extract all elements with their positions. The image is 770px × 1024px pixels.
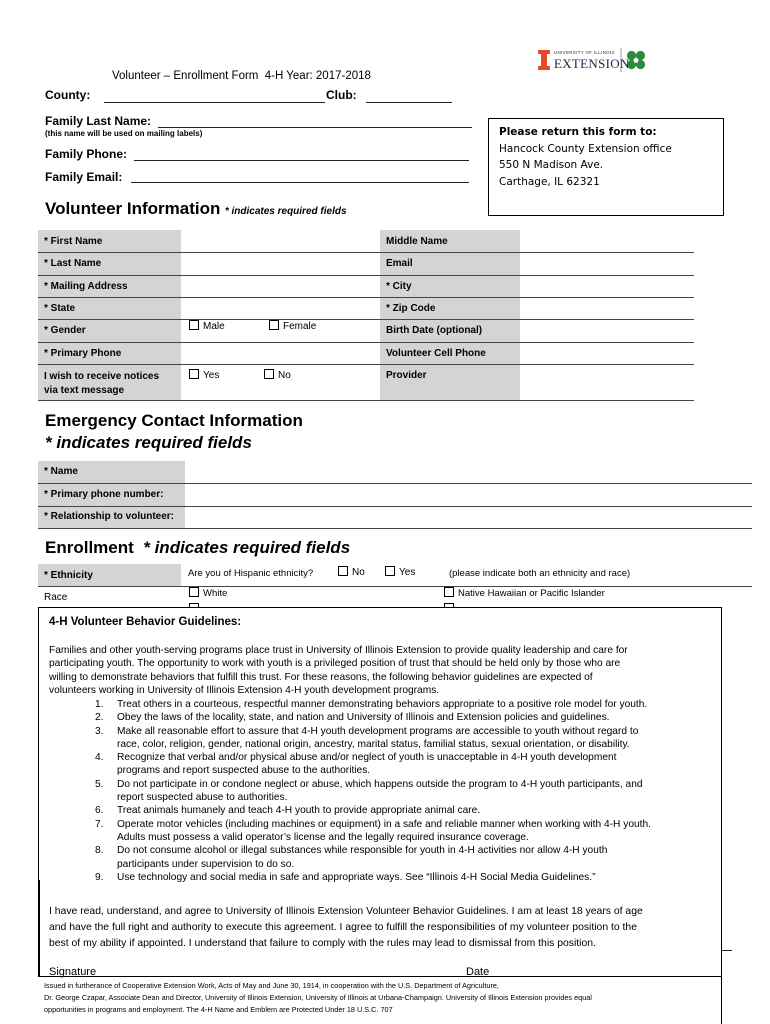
family-phone-field[interactable]: [134, 160, 469, 161]
email-field[interactable]: [520, 253, 694, 275]
guideline-number: 2.: [95, 712, 104, 724]
emergency-phone-field[interactable]: [185, 484, 752, 506]
return-address-box: [488, 118, 724, 216]
female-label: Female: [283, 321, 317, 332]
club-label: Club:: [326, 88, 357, 102]
guideline-number: 3.: [95, 725, 104, 737]
middle-name-field[interactable]: [520, 230, 694, 252]
guidelines-intro-4: volunteers working in University of Illinois Extension 4-H youth development programs.: [49, 684, 440, 696]
guideline-text: Treat others in a courteous, respectful manner demonstrating behaviors appropriate to a positive role model for youth.: [117, 699, 648, 710]
guideline-number: 1.: [95, 699, 104, 710]
guidelines-title: 4-H Volunteer Behavior Guidelines:: [49, 616, 242, 628]
zip-code-label: * Zip Code: [386, 303, 436, 314]
birth-date-label: Birth Date (optional): [386, 325, 483, 336]
emergency-relationship-label: * Relationship to volunteer:: [44, 511, 175, 522]
text-notices-line2: via text message: [44, 385, 125, 396]
volunteer-heading-text: Volunteer Information: [45, 199, 221, 218]
form-title-text: Volunteer – Enrollment Form: [112, 70, 259, 82]
guidelines-intro-1: Families and other youth-serving programs place trust in University of Illinois Extension to provide quality leadership and care for: [49, 645, 628, 656]
return-box-line3: Carthage, IL 62321: [499, 175, 600, 188]
zip-code-field[interactable]: [520, 298, 694, 319]
primary-phone-label: * Primary Phone: [44, 348, 122, 359]
guideline-text: Do not participate in or condone neglect or abuse, which happens outside the program to 4-H youth participants, and: [117, 778, 643, 790]
race-native-hawaiian-option[interactable]: [444, 587, 605, 599]
form-title: [112, 70, 371, 82]
guideline-number: 7.: [95, 818, 104, 830]
city-label: * City: [386, 281, 412, 292]
hispanic-no-checkbox[interactable]: [338, 566, 348, 576]
enrollment-heading: [45, 538, 350, 558]
family-email-field[interactable]: [131, 182, 469, 183]
guidelines-intro-2: participating youth. The opportunity to work with youth is a privileged position of trust that should be held only by those who are: [49, 658, 621, 670]
club-field[interactable]: [366, 102, 452, 103]
race-label: Race: [44, 592, 68, 603]
family-last-name-label: Family Last Name:: [45, 114, 152, 128]
right-margin-mark: [722, 950, 732, 951]
guidelines-intro-3: willing to demonstrate behaviors that fulfill this trust. For these reasons, the following behavior guidelines are expected of: [49, 671, 593, 683]
footer-line3: opportunities in programs and employment. The 4-H Name and Emblem are Protected Under 18 U.S.C. 707: [44, 1005, 393, 1014]
footer-right-edge: [721, 977, 722, 1024]
signature-field[interactable]: [110, 964, 450, 976]
text-notices-line1: I wish to receive notices: [44, 371, 160, 382]
last-name-label: * Last Name: [44, 258, 102, 269]
male-checkbox[interactable]: [189, 320, 199, 330]
return-box-title: Please return this form to:: [499, 126, 657, 138]
race-white-option[interactable]: [189, 587, 227, 599]
hispanic-no-option[interactable]: [338, 566, 365, 578]
state-label: * State: [44, 303, 76, 314]
emergency-required-note: * indicates required fields: [45, 433, 252, 452]
family-phone-label: Family Phone:: [45, 147, 128, 161]
text-notices-label: [44, 370, 159, 398]
white-label: White: [203, 588, 228, 599]
middle-name-label: Middle Name: [386, 236, 448, 247]
extension-logo: [536, 46, 656, 74]
guideline-item: [95, 871, 713, 884]
mailing-address-field[interactable]: [181, 276, 380, 297]
emergency-heading: Emergency Contact Information: [45, 411, 303, 430]
return-box-line1: Hancock County Extension office: [499, 142, 672, 155]
mailing-label-note: (this name will be used on mailing labels): [45, 129, 203, 138]
hispanic-yes-label: Yes: [399, 567, 416, 578]
provider-field[interactable]: [520, 365, 694, 400]
gender-male-option[interactable]: [189, 320, 225, 332]
first-name-label: * First Name: [44, 236, 103, 247]
first-name-field[interactable]: [181, 230, 380, 252]
native-hawaiian-label: Native Hawaiian or Pacific Islander: [458, 588, 605, 599]
state-field[interactable]: [181, 298, 380, 319]
date-label: Date: [466, 966, 490, 978]
guideline-text: programs and report suspected abuse to the authorities.: [117, 765, 371, 777]
logo-university-text: UNIVERSITY OF ILLINOIS: [554, 50, 615, 55]
emergency-name-label: * Name: [44, 466, 78, 477]
footer-line1: Issued in furtherance of Cooperative Extension Work, Acts of May and June 30, 1914, in cooperation with the U.S. Department of Agriculture,: [44, 981, 499, 990]
guideline-text: Obey the laws of the locality, state, and nation and University of Illinois and Extension policies and guidelines.: [117, 712, 610, 724]
white-checkbox[interactable]: [189, 587, 199, 597]
guidelines-list: [95, 698, 713, 884]
svg-text:H: H: [633, 59, 639, 65]
text-no-checkbox[interactable]: [264, 369, 274, 379]
last-name-field[interactable]: [181, 253, 380, 275]
guideline-number: 5.: [95, 778, 104, 790]
guideline-item: [95, 818, 713, 845]
text-yes-label: Yes: [203, 370, 220, 381]
footer-line2: Dr. George Czapar, Associate Dean and Director, University of Illinois Extension, University of Illinois at Urbana-Champaign. University of Illinois Extension provides equal: [44, 993, 592, 1002]
agreement-line1: I have read, understand, and agree to University of Illinois Extension Volunteer Behavior Guidelines. I am at least 18 years of age: [49, 906, 643, 917]
gender-female-option[interactable]: [269, 320, 316, 332]
guideline-item: [95, 711, 713, 724]
guideline-number: 9.: [95, 871, 104, 883]
text-yes-checkbox[interactable]: [189, 369, 199, 379]
guideline-item: [95, 778, 713, 805]
guideline-item: [95, 844, 713, 871]
guideline-text: Use technology and social media in safe and appropriate ways. See “Illinois 4-H Social Media Guidelines.”: [117, 871, 596, 883]
year-label: 4-H Year: 2017-2018: [264, 70, 371, 82]
guideline-text: report suspected abuse to authorities.: [117, 792, 288, 804]
guideline-text: Recognize that verbal and/or physical abuse and/or neglect of youth is unacceptable in 4-H youth development: [117, 752, 617, 764]
text-notices-no-option[interactable]: [264, 369, 291, 381]
guidelines-intro: [49, 644, 721, 697]
guideline-number: 8.: [95, 845, 104, 857]
return-box-line2: 550 N Madison Ave.: [499, 159, 604, 171]
hispanic-question: Are you of Hispanic ethnicity?: [188, 568, 314, 579]
guideline-item: [95, 804, 713, 817]
volunteer-heading: [45, 199, 347, 219]
provider-label: Provider: [386, 370, 427, 381]
text-no-label: No: [278, 370, 291, 381]
primary-phone-field[interactable]: [181, 343, 380, 364]
ethnicity-race-note: (please indicate both an ethnicity and race): [449, 568, 631, 579]
guideline-item: [95, 725, 713, 752]
enrollment-required-note: * indicates required fields: [143, 538, 351, 557]
female-checkbox[interactable]: [269, 320, 279, 330]
male-label: Male: [203, 321, 225, 332]
guideline-text: race, color, religion, gender, national origin, ancestry, marital status, familial status, sexual orientation, or disability.: [117, 738, 630, 750]
hispanic-yes-option[interactable]: [385, 566, 415, 578]
native-hawaiian-checkbox[interactable]: [444, 587, 454, 597]
volunteer-required-note: * indicates required fields: [224, 206, 347, 217]
logo-extension-text: EXTENSION: [554, 56, 630, 71]
ethnicity-label: * Ethnicity: [44, 570, 93, 581]
guideline-text: Operate motor vehicles (including machines or equipment) in a safe and reliable manner when working with 4-H youth.: [117, 818, 651, 830]
guideline-number: 6.: [95, 805, 104, 817]
footer-text: [44, 980, 720, 1016]
enrollment-heading-text: Enrollment: [45, 538, 134, 557]
guideline-text: Make all reasonable effort to assure that 4-H youth development programs are accessible to youth without regard to: [117, 725, 639, 737]
family-email-label: Family Email:: [45, 170, 123, 184]
guideline-item: [95, 751, 713, 778]
email-label: Email: [386, 258, 413, 269]
city-field[interactable]: [520, 276, 694, 297]
cell-phone-field[interactable]: [520, 343, 694, 364]
hispanic-no-label: No: [352, 567, 365, 578]
cell-phone-label: Volunteer Cell Phone: [386, 348, 486, 359]
emergency-phone-label: * Primary phone number:: [44, 489, 164, 500]
text-notices-yes-option[interactable]: [189, 369, 219, 381]
signature-label: Signature: [49, 966, 97, 978]
county-field[interactable]: [104, 102, 325, 103]
guideline-text: Adults must possess a valid operator’s license and the legally required insurance coverage.: [117, 831, 529, 843]
agreement-line3: best of my ability if appointed. I understand that failure to comply with the rules may lead to dismissal from this position.: [49, 938, 596, 949]
agreement-line2: and have the full right and authority to execute this agreement. I agree to fulfill the responsibilities of my volunteer position to the: [49, 922, 637, 933]
guideline-item: [95, 698, 713, 711]
gender-label: * Gender: [44, 325, 86, 336]
family-last-name-field[interactable]: [158, 127, 472, 128]
guideline-text: participants under supervision to do so.: [117, 858, 295, 870]
emergency-relationship-field[interactable]: [185, 507, 752, 528]
mailing-address-label: * Mailing Address: [44, 281, 128, 292]
guideline-number: 4.: [95, 752, 104, 764]
guideline-text: Treat animals humanely and teach 4-H youth to provide appropriate animal care.: [117, 805, 481, 817]
birth-date-field[interactable]: [520, 320, 694, 342]
agreement-text: [49, 904, 643, 952]
date-field[interactable]: [500, 964, 710, 976]
guideline-text: Do not consume alcohol or illegal substances while responsible for youth in 4-H activities nor allow 4-H youth: [117, 845, 608, 857]
county-label: County:: [45, 88, 91, 102]
hispanic-yes-checkbox[interactable]: [385, 566, 395, 576]
guidelines-box-left-edge: [38, 880, 40, 977]
emergency-name-field[interactable]: [185, 461, 752, 483]
